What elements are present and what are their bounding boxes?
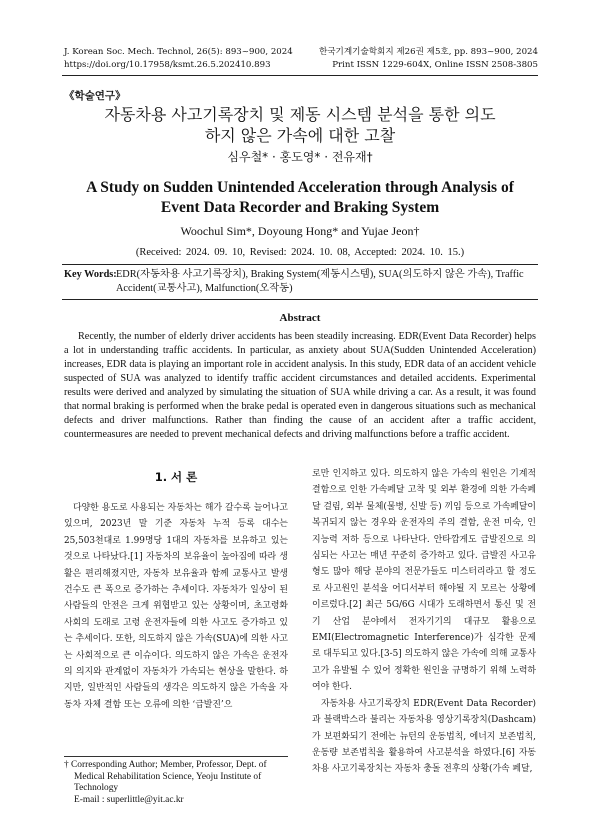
right-column	[312, 466, 536, 778]
received-dates: (Received: 2024. 09. 10, Revised: 2024. 10. 08, Accepted: 2024. 10. 15.)	[135, 247, 465, 258]
english-authors: Woochul Sim*, Doyoung Hong* and Yujae Jeon†	[180, 224, 420, 238]
journal-korean-citation: 한국기계기술학회지 제26권 제5호, pp. 893~900, 2024	[318, 47, 538, 57]
journal-citation: J. Korean Soc. Mech. Technol, 26(5): 893~900, 2024	[64, 47, 293, 57]
abstract-heading: Abstract	[279, 312, 321, 324]
intro-paragraph-1: 다양한 용도로 사용되는 자동차는 해가 갈수록 늘어나고 있으며, 2023년 말 기준 자동차 누적 등록 대수는 25,503천대로 1.99명당 1대의 자동차를 보유하고 있는 것으로 나타났다.[1] 자동차의 보유율이 높아짐에 따라 생활은 편리해졌지만, 자동차 보유율과 함께 교통사고 발생 건수도 큰 폭으로 증가하는 추세이다. 자동차가 일상이 된 사람들의 안전은 크게 위협받고 있는 상황이며, 초고령화 사회의 도래로 고령 운전자들에 의한 사고도 증가하고 있는 추세이다. 또한, 의도하지 않은 가속(SUA)에 의한 사고는 사회적으로 큰 이슈이다. 의도하지 않은 가속은 운전자의 의지와 관계없이 자동차가 가속되는 현상을 말한다. 하지만, 일반적인 사람들의 생각은 의도하지 않은 가속을 자동차 자체 결함 또는 오류에 의한 ‘급발진’으	[64, 503, 288, 710]
footnote-rule	[64, 756, 288, 757]
english-title: A Study on Sudden Unintended Acceleration through Analysis of Event Data Recorder and Braking System	[86, 179, 514, 216]
keywords-bottom-rule	[62, 299, 538, 300]
keywords-text: EDR(자동차용 사고기록장치), Braking System(제동시스템), SUA(의도하지 않은 가속), Traffic Accident(교통사고), Malfunction(오작동)	[116, 269, 524, 294]
intro-paragraph-2: 자동차용 사고기록장치 EDR(Event Data Recorder)과 블랙박스라 불리는 자동차용 영상기록장치(Dashcam)가 보편화되기 전에는 뉴턴의 운동법칙, 에너지 보존법칙, 운동량 보존법칙을 활용하여 사고분석을 하였다.[6] 자동차용 사고기록장치는 자동차 충돌 전후의 상황(가속 페달,	[312, 698, 536, 775]
doi-link[interactable]: https://doi.org/10.17958/ksmt.26.5.202410.893	[64, 60, 271, 70]
header-rule	[62, 75, 538, 76]
left-column	[64, 470, 288, 713]
korean-title: 자동차용 사고기록장치 및 제동 시스템 분석을 통한 의도하지 않은 가속에 대한 고찰	[104, 105, 496, 145]
abstract-text: Recently, the number of elderly driver accidents has been steadily increasing. EDR(Event Data Recorder) helps a lot in understanding traffic accidents. In particular, as anxiety about SUA(Sudden Unintended Acceleration) increases, EDR data is playing an important role in accident analysis. In this study, EDR data of an accident vehicle suspected of SUA was analyzed to identify traffic accident circumstances and detailed accidents. Experimental results were derived and analyzed by simulating the situation of SUA while driving a car. As a result, it was found that normal braking is performed when the brake pedal is operated even in dangerous situations such as mechanical defects and driver malfunctions. Rather than finding the cause of an accident after a traffic accident, countermeasures are needed to prevent mechanical defects and driving malfunctions before a traffic accident.	[64, 331, 536, 441]
author-email[interactable]: E-mail : superlittle@yit.ac.kr	[74, 794, 184, 805]
corresponding-author-note: † Corresponding Author; Member, Professor, Dept. of Medical Rehabilitation Science, Yeoju Institute of Technology	[64, 760, 267, 793]
keywords-top-rule	[62, 264, 538, 265]
paper-category: 《학술연구》	[64, 90, 126, 102]
intro-paragraph-1-cont: 로만 인지하고 있다. 의도하지 않은 가속의 원인은 기계적 결함으로 인한 가속페달 고착 및 외부 환경에 의한 가속페달 걸림, 외부 물체(물병, 신발 등) 끼임 등으로 가속페달이 복귀되지 않는 경우와 운전자의 주의 결함, 운전 미숙, 인지능력 저하 등으로 나타난다. 안타깝게도 급발진으로 의심되는 사고는 매년 꾸준히 증가하고 있다. 급발진 사고유형도 많아 해당 분야의 전문가들도 미스터리라고 할 정도로 사고원인 분석을 어디서부터 해야될 지 모르는 상황에 이르렀다.[2] 최근 5G/6G 시대가 도래하면서 통신 및 전기 산업 분야에서 전자기기의 대규모 활용으로 EMI(Electromagnetic Interference)가 심각한 문제로 대두되고 있다.[3-5] 의도하지 않은 가속에 의해 교통사고가 유발될 수 있어 정확한 원인을 규명하기 위해 노력하여야 한다.	[312, 469, 536, 693]
korean-authors: 심우철* · 홍도영* · 전유재†	[227, 150, 373, 164]
footnote	[64, 760, 288, 806]
section-heading-introduction: 1. 서 론	[154, 470, 198, 484]
issn-line: Print ISSN 1229-604X, Online ISSN 2508-3805	[332, 60, 538, 70]
keywords-label: Key Words:	[64, 269, 117, 280]
keywords-block	[64, 268, 538, 296]
